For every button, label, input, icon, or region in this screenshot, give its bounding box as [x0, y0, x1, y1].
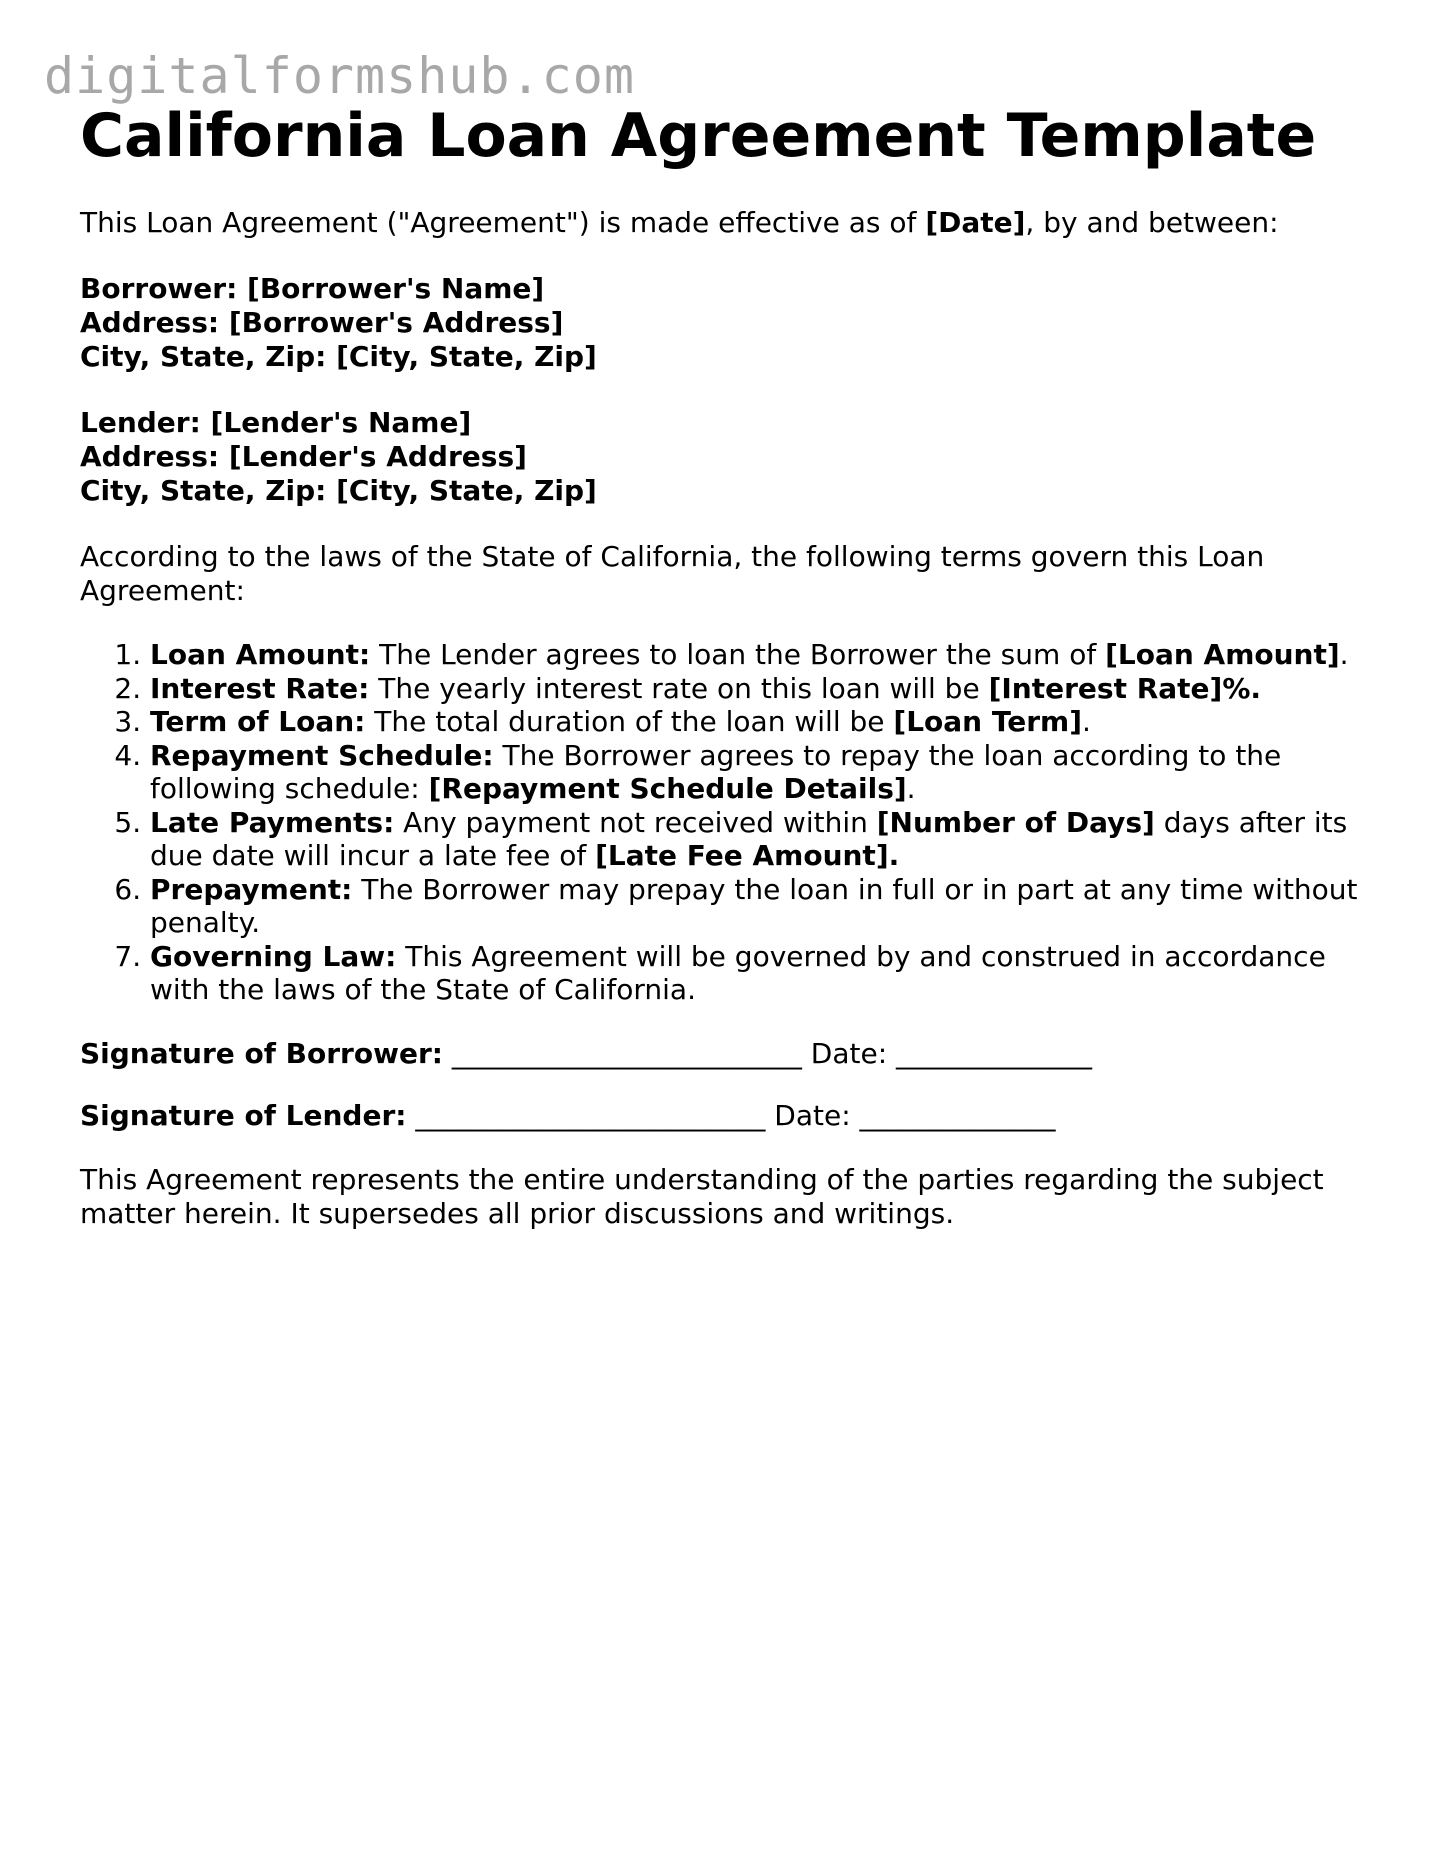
term-text: Any payment not received within	[394, 805, 877, 839]
borrower-name-line: Borrower: [Borrower's Name]	[80, 272, 545, 305]
term-field: [Number of Days]	[876, 805, 1155, 839]
lender-signature-field[interactable]: _________________________	[406, 1098, 775, 1132]
term-loan-amount	[150, 638, 1370, 672]
term-tail: days after its due date will incur a late fee of	[150, 805, 1348, 872]
term-field: [Late Fee Amount].	[595, 839, 900, 872]
borrower-date-label: Date:	[810, 1036, 888, 1070]
terms-list	[80, 638, 1370, 1007]
lender-city-line: City, State, Zip: [City, State, Zip]	[80, 474, 597, 507]
term-text: The Borrower agrees to repay the loan according to the following schedule:	[150, 738, 1282, 805]
document-title: California Loan Agreement Template	[80, 101, 1317, 171]
term-label: Interest Rate:	[150, 671, 370, 705]
document-page	[80, 100, 1370, 1231]
lender-name-line: Lender: [Lender's Name]	[80, 406, 472, 439]
term-label: Governing Law:	[150, 939, 397, 973]
term-field: [Loan Term]	[893, 705, 1083, 738]
term-label: Term of Loan:	[150, 705, 366, 738]
term-text: The Borrower may prepay the loan in full or in part at any time without penalty.	[150, 872, 1358, 939]
term-prepayment	[150, 873, 1370, 940]
term-repayment-schedule	[150, 739, 1370, 806]
borrower-signature-label: Signature of Borrower:	[80, 1036, 443, 1070]
lender-address-line: Address: [Lender's Address]	[80, 440, 527, 473]
term-tail: .	[906, 772, 916, 805]
governing-intro: According to the laws of the State of California, the following terms govern this Loan Agreement:	[80, 540, 1265, 607]
term-late-payments	[150, 806, 1370, 873]
lender-signature-row	[80, 1099, 1370, 1133]
term-tail: .	[1339, 638, 1349, 671]
term-field: [Repayment Schedule Details]	[428, 772, 907, 805]
borrower-address-line: Address: [Borrower's Address]	[80, 306, 564, 339]
intro-text-after: , by and between:	[1025, 206, 1279, 239]
borrower-signature-field[interactable]: _________________________	[442, 1036, 811, 1070]
term-interest-rate	[150, 672, 1370, 706]
term-tail: .	[1082, 705, 1091, 738]
intro-text-before: This Loan Agreement ("Agreement") is made effective as of	[80, 206, 926, 239]
term-text: The yearly interest rate on this loan will be	[369, 671, 989, 705]
term-label: Loan Amount:	[150, 638, 371, 671]
term-label: Repayment Schedule:	[150, 738, 494, 772]
borrower-date-field[interactable]: ______________	[887, 1036, 1093, 1070]
watermark: digitalformshub.com	[44, 47, 635, 105]
term-text: This Agreement will be governed by and construed in accordance with the laws of the State of California.	[150, 939, 1326, 1006]
lender-signature-label: Signature of Lender:	[80, 1098, 407, 1132]
borrower-city-line: City, State, Zip: [City, State, Zip]	[80, 340, 597, 373]
term-governing-law	[150, 940, 1370, 1007]
intro-paragraph	[80, 206, 1370, 240]
borrower-signature-row	[80, 1037, 1370, 1071]
term-loan-term	[150, 705, 1370, 739]
term-label: Late Payments:	[150, 805, 395, 839]
lender-block	[80, 406, 1370, 508]
term-field: [Loan Amount]	[1105, 638, 1340, 671]
lender-date-label: Date:	[774, 1098, 851, 1132]
borrower-block	[80, 272, 1370, 374]
term-label: Prepayment:	[150, 872, 353, 906]
date-placeholder: [Date]	[925, 206, 1026, 239]
term-field: [Interest Rate]%.	[988, 671, 1262, 705]
term-text: The total duration of the loan will be	[365, 705, 894, 738]
closing-paragraph: This Agreement represents the entire understanding of the parties regarding the subject matter herein. It supersedes all prior discussions and writings.	[80, 1162, 1324, 1230]
lender-date-field[interactable]: ______________	[850, 1098, 1056, 1132]
term-text: The Lender agrees to loan the Borrower the sum of	[370, 638, 1106, 671]
